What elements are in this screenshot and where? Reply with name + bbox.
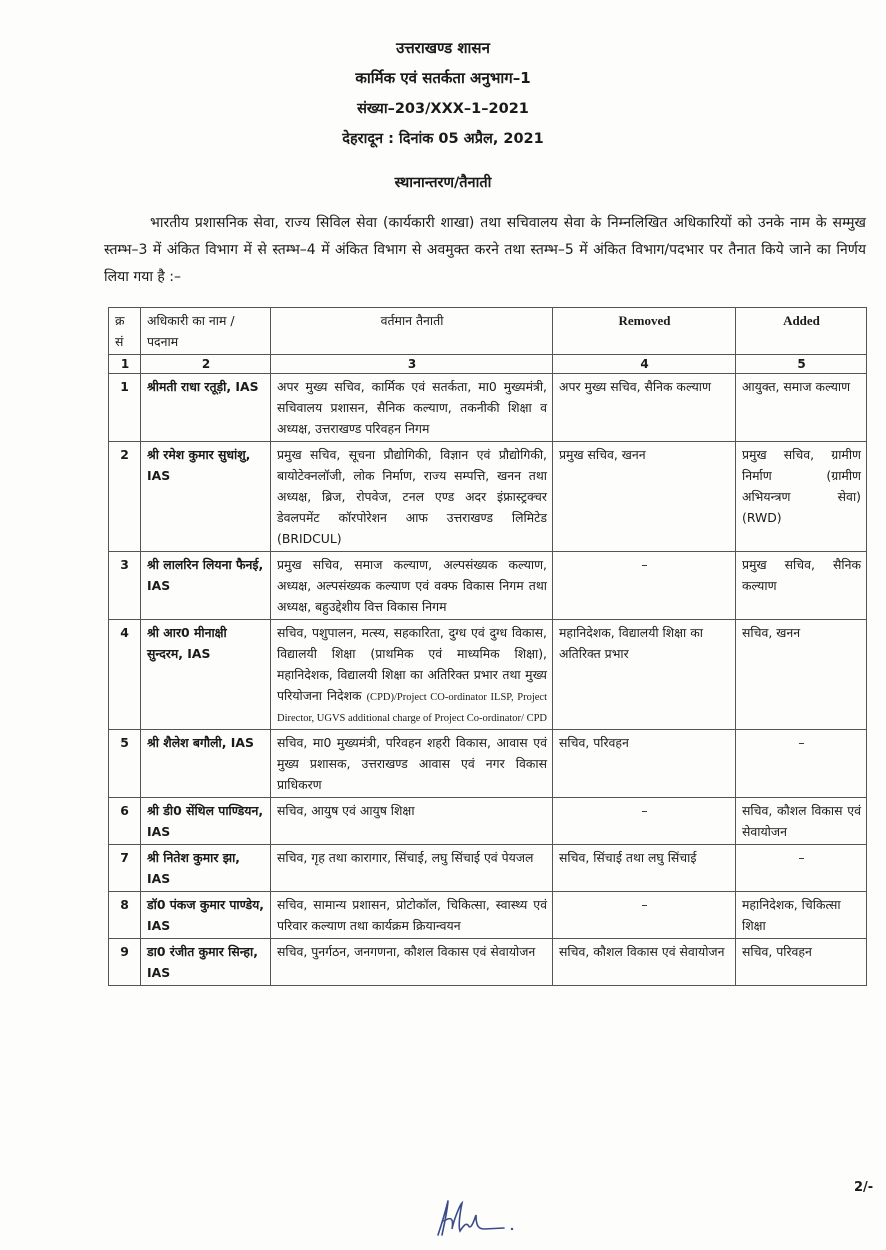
removed-posting: – (553, 552, 736, 620)
officer-name: श्री लालरिन लियना फैनई, IAS (141, 552, 271, 620)
current-posting: सचिव, मा0 मुख्यमंत्री, परिवहन शहरी विकास, आवास एवं मुख्य प्रशासक, उत्तराखण्ड आवास एवं नगर विकास प्राधिकरण (271, 730, 553, 798)
officer-name: डॉ0 पंकज कुमार पाण्डेय, IAS (141, 892, 271, 939)
column-number: 2 (141, 355, 271, 374)
added-posting: सचिव, परिवहन (736, 939, 867, 986)
current-posting-hindi: सचिव, पशुपालन, मत्स्य, सहकारिता, दुग्ध एवं दुग्ध विकास, विद्यालयी शिक्षा (प्राथमिक एवं माध्यमिक शिक्षा), महानिदेशक, विद्यालयी शिक्षा का अतिरिक्त प्रभार तथा मुख्य परियोजना निदेशक (277, 625, 547, 703)
table-row (109, 892, 867, 939)
table-row (109, 620, 867, 730)
column-number: 3 (271, 355, 553, 374)
table-row (109, 552, 867, 620)
officer-name: डा0 रंजीत कुमार सिन्हा, IAS (141, 939, 271, 986)
header-removed: Removed (553, 308, 736, 355)
current-posting: सचिव, सामान्य प्रशासन, प्रोटोकॉल, चिकित्सा, स्वास्थ्य एवं परिवार कल्याण तथा कार्यक्रम क्रियान्वयन (271, 892, 553, 939)
removed-posting: प्रमुख सचिव, खनन (553, 442, 736, 552)
officer-name: श्री डी0 सेंथिल पाण्डियन, IAS (141, 798, 271, 845)
officer-name: श्री नितेश कुमार झा, IAS (141, 845, 271, 892)
removed-posting: – (553, 892, 736, 939)
column-number: 1 (109, 355, 141, 374)
removed-posting: सचिव, परिवहन (553, 730, 736, 798)
added-posting: महानिदेशक, चिकित्सा शिक्षा (736, 892, 867, 939)
order-number: संख्या–203/XXX–1–2021 (357, 101, 529, 117)
row-serial: 7 (109, 845, 141, 892)
current-posting: प्रमुख सचिव, सूचना प्रौद्योगिकी, विज्ञान एवं प्रौद्योगिकी, बायोटेक्नलॉजी, लोक निर्माण, राज्य सम्पत्ति, खनन तथा अध्यक्ष, ब्रिज, रोपवेज, टनल एण्ड अदर इंफ्रास्ट्रक्चर डेवलपमेंट कॉरपोरेशन आफ उत्तराखण्ड लिमिटेड (BRIDCUL) (271, 442, 553, 552)
table-row (109, 374, 867, 442)
current-posting-english: (CPD)/Project CO-ordinator ILSP, Project Director, UGVS additional charge of Project Co-ordinator/ CPD (277, 692, 547, 724)
transfer-table (108, 307, 867, 986)
removed-posting: अपर मुख्य सचिव, सैनिक कल्याण (553, 374, 736, 442)
table-row (109, 798, 867, 845)
order-subject: स्थानान्तरण/तैनाती (394, 175, 492, 191)
row-serial: 4 (109, 620, 141, 730)
row-serial: 3 (109, 552, 141, 620)
officer-name: श्री शैलेश बगौली, IAS (141, 730, 271, 798)
table-row (109, 845, 867, 892)
header-name: अधिकारी का नाम /पदनाम (141, 308, 271, 355)
page-continuation-marker: 2/- (854, 1180, 874, 1195)
table-header-row (109, 308, 867, 355)
current-posting: प्रमुख सचिव, समाज कल्याण, अल्पसंख्यक कल्याण, अध्यक्ष, अल्पसंख्यक कल्याण एवं वक्फ विकास निगम तथा अध्यक्ष, बहुउद्देशीय वित्त विकास निगम (271, 552, 553, 620)
table-row (109, 442, 867, 552)
added-posting: प्रमुख सचिव, ग्रामीण निर्माण (ग्रामीण अभियन्त्रण सेवा) (RWD) (736, 442, 867, 552)
intro-paragraph: भारतीय प्रशासनिक सेवा, राज्य सिविल सेवा (कार्यकारी शाखा) तथा सचिवालय सेवा के निम्नलिखित अधिकारियों को उनके नाम के सम्मुख स्तम्भ–3 में अंकित विभाग में से स्तम्भ–4 में अंकित विभाग से अवमुक्त करने तथा स्तम्भ–5 में अंकित विभाग/पदभार पर तैनात किये जाने का निर्णय लिया गया है :– (104, 215, 866, 285)
row-serial: 6 (109, 798, 141, 845)
current-posting: अपर मुख्य सचिव, कार्मिक एवं सतर्कता, मा0 मुख्यमंत्री, सचिवालय प्रशासन, सैनिक कल्याण, तकनीकी शिक्षा व अध्यक्ष, उत्तराखण्ड परिवहन निगम (271, 374, 553, 442)
added-posting: सचिव, कौशल विकास एवं सेवायोजन (736, 798, 867, 845)
government-name: उत्तराखण्ड शासन (396, 39, 490, 57)
header-serial: क्र सं (109, 308, 141, 355)
header-added: Added (736, 308, 867, 355)
order-date: देहरादून : दिनांक 05 अप्रैल, 2021 (342, 131, 544, 147)
department-name: कार्मिक एवं सतर्कता अनुभाग–1 (355, 69, 531, 87)
current-posting: सचिव, गृह तथा कारागार, सिंचाई, लघु सिंचाई एवं पेयजल (271, 845, 553, 892)
column-number-row (109, 355, 867, 374)
current-posting (271, 620, 553, 730)
removed-posting: महानिदेशक, विद्यालयी शिक्षा का अतिरिक्त प्रभार (553, 620, 736, 730)
signature-icon (432, 1195, 552, 1240)
row-serial: 2 (109, 442, 141, 552)
added-posting: – (736, 730, 867, 798)
added-posting: आयुक्त, समाज कल्याण (736, 374, 867, 442)
header-current: वर्तमान तैनाती (271, 308, 553, 355)
row-serial: 5 (109, 730, 141, 798)
officer-name: श्री रमेश कुमार सुधांशु, IAS (141, 442, 271, 552)
row-serial: 9 (109, 939, 141, 986)
row-serial: 1 (109, 374, 141, 442)
officer-name: श्री आर0 मीनाक्षी सुन्दरम, IAS (141, 620, 271, 730)
added-posting: – (736, 845, 867, 892)
column-number: 5 (736, 355, 867, 374)
column-number: 4 (553, 355, 736, 374)
table-row (109, 730, 867, 798)
removed-posting: – (553, 798, 736, 845)
added-posting: प्रमुख सचिव, सैनिक कल्याण (736, 552, 867, 620)
table-row (109, 939, 867, 986)
removed-posting: सचिव, सिंचाई तथा लघु सिंचाई (553, 845, 736, 892)
officer-name: श्रीमती राधा रतूड़ी, IAS (141, 374, 271, 442)
current-posting: सचिव, आयुष एवं आयुष शिक्षा (271, 798, 553, 845)
current-posting: सचिव, पुनर्गठन, जनगणना, कौशल विकास एवं सेवायोजन (271, 939, 553, 986)
row-serial: 8 (109, 892, 141, 939)
added-posting: सचिव, खनन (736, 620, 867, 730)
removed-posting: सचिव, कौशल विकास एवं सेवायोजन (553, 939, 736, 986)
